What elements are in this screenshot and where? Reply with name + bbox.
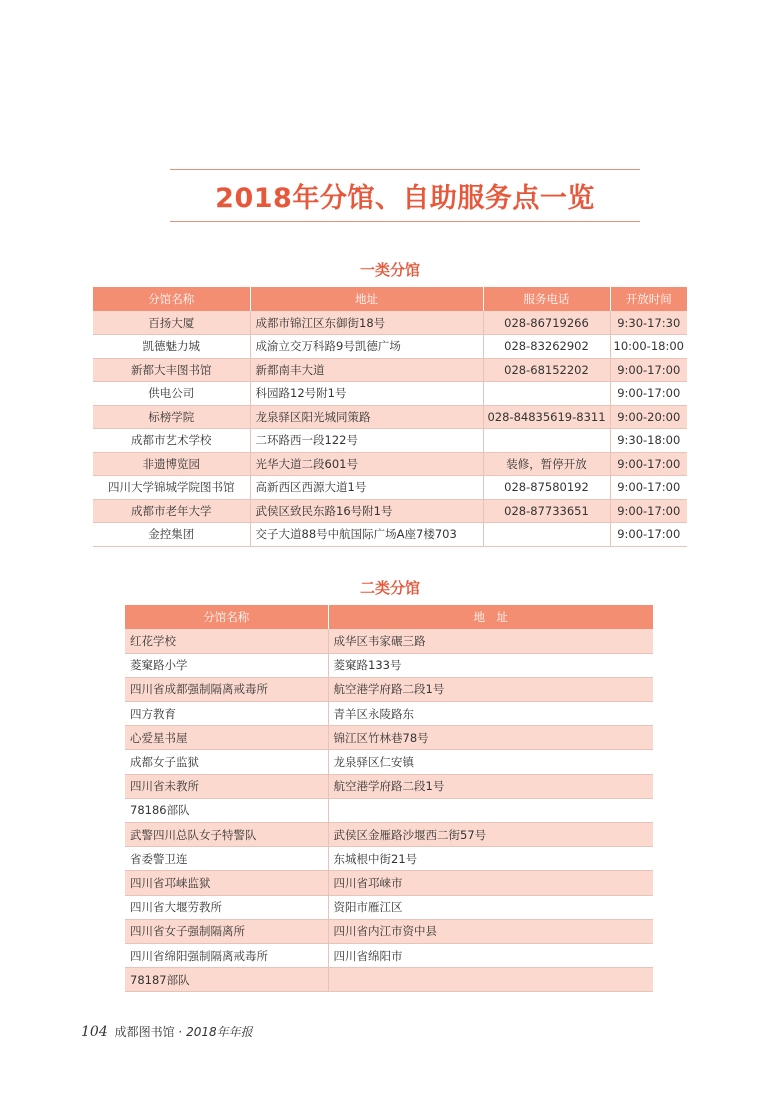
branch-name: 武警四川总队女子特警队 — [125, 823, 328, 847]
branch-phone: 028-68152202 — [483, 358, 610, 382]
branch-name: 新都大丰图书馆 — [93, 358, 250, 382]
table-row — [93, 358, 687, 382]
branch-name: 凯德魅力城 — [93, 335, 250, 359]
branch-phone — [483, 429, 610, 453]
branch-hours: 9:00-17:00 — [610, 523, 687, 547]
table-row — [125, 968, 653, 992]
table-row — [125, 798, 653, 822]
branch-phone: 装修，暂停开放 — [483, 452, 610, 476]
page-footer — [81, 1023, 253, 1040]
page-title: 2018年分馆、自助服务点一览 — [215, 183, 595, 214]
branch-name: 四川省未教所 — [125, 774, 328, 798]
table-header-row — [125, 605, 653, 629]
branch-hours: 9:30-18:00 — [610, 429, 687, 453]
branch-name: 省委警卫连 — [125, 847, 328, 871]
class2-branch-table — [125, 605, 653, 992]
table-row — [125, 943, 653, 967]
branch-name: 78187部队 — [125, 968, 328, 992]
branch-address — [328, 968, 653, 992]
branch-name: 非遗博览园 — [93, 452, 250, 476]
branch-address: 锦江区竹林巷78号 — [328, 726, 653, 750]
branch-address: 科园路12号附1号 — [250, 382, 483, 406]
branch-address: 武侯区致民东路16号附1号 — [250, 499, 483, 523]
branch-name: 金控集团 — [93, 523, 250, 547]
branch-hours: 10:00-18:00 — [610, 335, 687, 359]
branch-hours: 9:00-17:00 — [610, 499, 687, 523]
branch-address: 光华大道二段601号 — [250, 452, 483, 476]
branch-address: 高新西区西源大道1号 — [250, 476, 483, 500]
branch-address: 青羊区永陵路东 — [328, 702, 653, 726]
branch-address: 成渝立交万科路9号凯德广场 — [250, 335, 483, 359]
branch-name: 四川大学锦城学院图书馆 — [93, 476, 250, 500]
branch-address: 东城根中街21号 — [328, 847, 653, 871]
branch-phone: 028-83262902 — [483, 335, 610, 359]
table-row — [125, 774, 653, 798]
branch-phone — [483, 523, 610, 547]
branch-address: 二环路西一段122号 — [250, 429, 483, 453]
table-row — [93, 311, 687, 335]
branch-name: 四川省邛崃监狱 — [125, 871, 328, 895]
branch-address: 资阳市雁江区 — [328, 895, 653, 919]
branch-name: 四川省女子强制隔离所 — [125, 919, 328, 943]
branch-address: 龙泉驿区仁安镇 — [328, 750, 653, 774]
header-phone: 服务电话 — [483, 287, 610, 311]
footer-library-name: 成都图书馆 — [114, 1025, 175, 1039]
section2-title: 二类分馆 — [359, 579, 420, 597]
branch-name: 四川省成都强制隔离戒毒所 — [125, 677, 328, 701]
table-row — [93, 335, 687, 359]
branch-name: 成都市老年大学 — [93, 499, 250, 523]
branch-address — [328, 798, 653, 822]
header-branch-name: 分馆名称 — [93, 287, 250, 311]
branch-name: 心爱星书屋 — [125, 726, 328, 750]
header-address: 地址 — [250, 287, 483, 311]
branch-address: 四川省绵阳市 — [328, 943, 653, 967]
table-row — [93, 405, 687, 429]
branch-hours: 9:30-17:30 — [610, 311, 687, 335]
table-row — [93, 499, 687, 523]
title-rule-bottom — [170, 221, 640, 222]
branch-address: 武侯区金雁路沙堰西二街57号 — [328, 823, 653, 847]
table-row — [125, 823, 653, 847]
branch-name: 菱窠路小学 — [125, 653, 328, 677]
table-row — [125, 629, 653, 653]
branch-hours: 9:00-17:00 — [610, 452, 687, 476]
header-branch-name: 分馆名称 — [125, 605, 328, 629]
title-rule-top — [170, 169, 640, 170]
branch-address: 成华区韦家碾三路 — [328, 629, 653, 653]
branch-phone: 028-84835619-8311 — [483, 405, 610, 429]
table-row — [125, 847, 653, 871]
branch-phone: 028-87580192 — [483, 476, 610, 500]
branch-address: 航空港学府路二段1号 — [328, 677, 653, 701]
branch-phone: 028-86719266 — [483, 311, 610, 335]
branch-name: 红花学校 — [125, 629, 328, 653]
page-number: 104 — [81, 1024, 108, 1040]
table-row — [125, 750, 653, 774]
branch-address: 四川省内江市资中县 — [328, 919, 653, 943]
branch-name: 四方教育 — [125, 702, 328, 726]
branch-hours: 9:00-17:00 — [610, 382, 687, 406]
branch-address: 新都南丰大道 — [250, 358, 483, 382]
footer-separator: · — [178, 1025, 183, 1039]
table-row — [93, 382, 687, 406]
section1-title: 一类分馆 — [359, 261, 420, 279]
table-row — [93, 429, 687, 453]
branch-name: 标榜学院 — [93, 405, 250, 429]
table-row — [125, 871, 653, 895]
branch-phone — [483, 382, 610, 406]
class1-branch-table — [93, 287, 687, 547]
footer-report-name: 2018年年报 — [186, 1025, 253, 1039]
table-row — [125, 677, 653, 701]
table-row — [125, 702, 653, 726]
table-header-row — [93, 287, 687, 311]
table-row — [93, 476, 687, 500]
header-address: 地 址 — [328, 605, 653, 629]
table-row — [93, 523, 687, 547]
branch-address: 成都市锦江区东御街18号 — [250, 311, 483, 335]
table-row — [93, 452, 687, 476]
branch-hours: 9:00-17:00 — [610, 358, 687, 382]
branch-name: 四川省绵阳强制隔离戒毒所 — [125, 943, 328, 967]
table-row — [125, 919, 653, 943]
branch-address: 航空港学府路二段1号 — [328, 774, 653, 798]
branch-phone: 028-87733651 — [483, 499, 610, 523]
branch-hours: 9:00-20:00 — [610, 405, 687, 429]
branch-name: 成都市艺术学校 — [93, 429, 250, 453]
branch-name: 成都女子监狱 — [125, 750, 328, 774]
branch-hours: 9:00-17:00 — [610, 476, 687, 500]
branch-address: 菱窠路133号 — [328, 653, 653, 677]
table-row — [125, 653, 653, 677]
branch-address: 龙泉驿区阳光城同策路 — [250, 405, 483, 429]
branch-name: 78186部队 — [125, 798, 328, 822]
header-hours: 开放时间 — [610, 287, 687, 311]
branch-name: 供电公司 — [93, 382, 250, 406]
table-row — [125, 895, 653, 919]
branch-address: 四川省邛崃市 — [328, 871, 653, 895]
title-block — [170, 166, 640, 224]
branch-name: 百扬大厦 — [93, 311, 250, 335]
branch-name: 四川省大堰劳教所 — [125, 895, 328, 919]
table-row — [125, 726, 653, 750]
branch-address: 交子大道88号中航国际广场A座7楼703 — [250, 523, 483, 547]
